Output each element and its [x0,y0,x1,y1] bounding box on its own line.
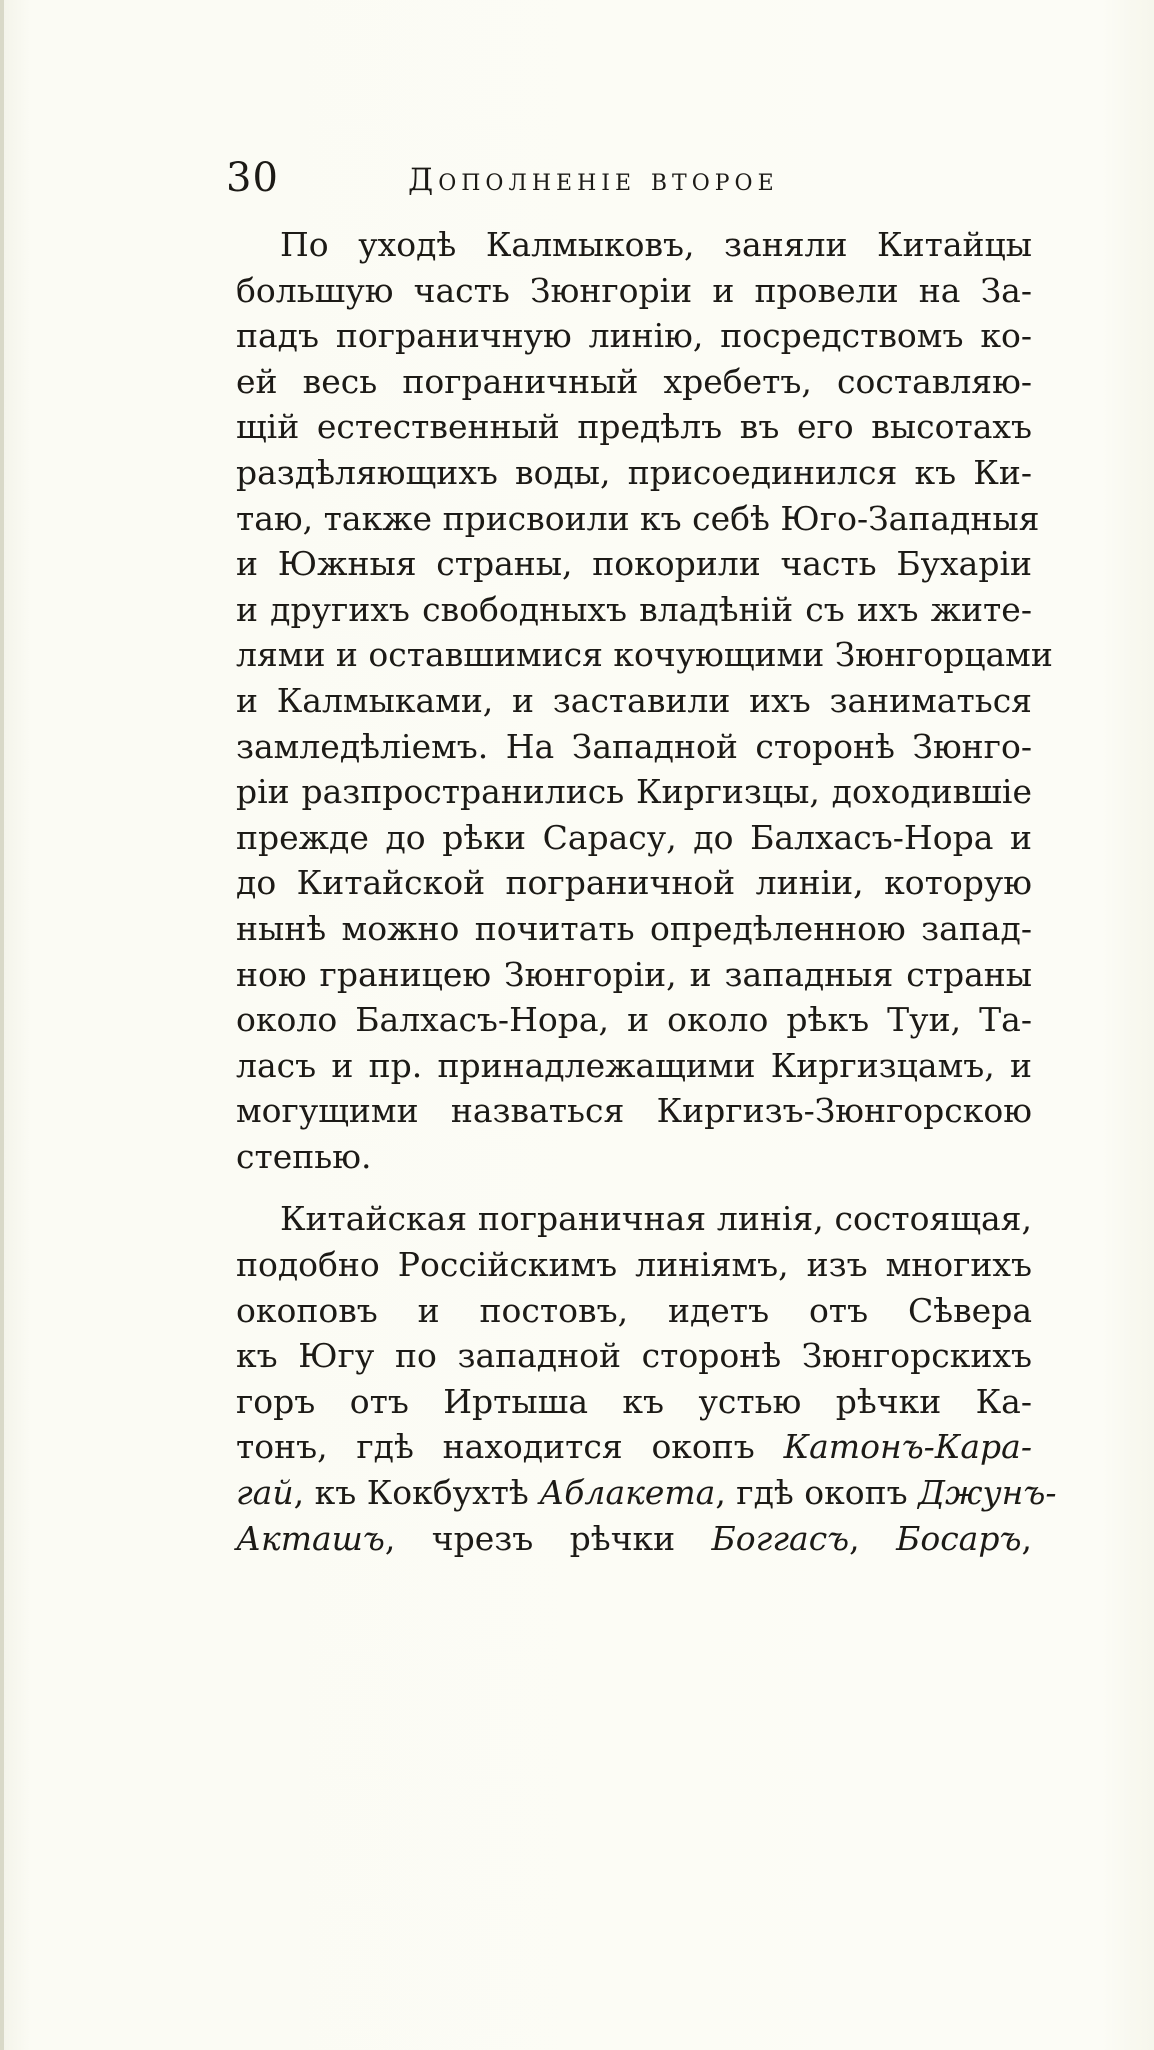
text-line [236,1470,1057,1516]
text-line: около Балхасъ-Нора, и около рѣкъ Туи, Та- [236,1000,1032,1040]
text-run: , къ Кокбухтѣ [293,1473,529,1513]
text-line: замледѣлiемъ. На Западной сторонѣ Зюнго- [236,726,1032,766]
page-edge [0,0,4,2050]
text-line: лями и оставшимися кочующими Зюнгорцами [236,635,1053,675]
page-header [226,148,846,208]
text-run: тонъ, гдѣ находится окопъ [236,1427,755,1467]
text-line: раздѣляющихъ воды, присоединился къ Ки- [236,452,1032,492]
place-name-italic: гай [236,1473,294,1513]
page-number: 30 [226,155,279,201]
text-line: большую часть Зюнгорiи и провели на За- [236,270,1032,310]
text-line: до Китайской пограничной линiи, которую [236,863,1032,903]
place-name-italic: Аблакета [539,1473,716,1513]
text-line: Китайская пограничная линiя, состоящая, [280,1199,1032,1239]
text-line: ною границею Зюнгорiи, и западныя страны [236,954,1032,994]
text-line: окоповъ и постовъ, идетъ отъ Сѣвера [236,1290,1032,1330]
text-line: могущими назваться Киргизъ-Зюнгорскою [236,1091,1032,1131]
paragraph-2 [236,1196,1057,1561]
text-line: горъ отъ Иртыша къ устью рѣчки Ка- [236,1381,1032,1421]
text-line: прежде до рѣки Сарасу, до Балхасъ-Нора и [236,817,1032,857]
text-run: , [1021,1518,1032,1558]
paragraph-1 [236,222,1053,1179]
text-line: степью. [236,1136,372,1176]
place-name-italic: Босаръ [896,1518,1022,1558]
text-line: и другихъ свободныхъ владѣнiй съ ихъ жите- [236,589,1032,629]
text-line: подобно Россiйскимъ линiямъ, изъ многихъ [236,1245,1032,1285]
place-name-italic: Джунъ- [918,1473,1057,1513]
place-name-italic: Катонъ-Кара- [783,1427,1032,1467]
text-line: и Южныя страны, покорили часть Бухарiи [236,544,1032,584]
text-line: къ Югу по западной сторонѣ Зюнгорскихъ [236,1336,1032,1376]
paragraph-gap [236,1179,1032,1196]
text-line: ей весь пограничный хребетъ, составляю- [236,361,1032,401]
running-title: Дополненiе второе [408,162,779,198]
text-run: , чрезъ рѣчки [384,1518,676,1558]
text-line [236,1516,1032,1562]
text-run: , [849,1518,860,1558]
text-line [236,1424,1032,1470]
text-line: падъ пограничную линiю, посредствомъ ко- [236,316,1032,356]
text-line: ласъ и пр. принадлежащими Киргизцамъ, и [236,1045,1032,1085]
text-line: таю, также присвоили къ себѣ Юго-Западныя [236,498,1040,538]
text-line: щiй естественный предѣлъ въ его высотахъ [236,407,1032,447]
place-name-italic: Акташъ [236,1518,385,1558]
text-line: По уходѣ Калмыковъ, заняли Китайцы [280,225,1032,264]
text-run: , гдѣ окопъ [715,1473,908,1513]
body-text [236,222,1057,1561]
text-line: и Калмыками, и заставили ихъ заниматься [236,680,1032,720]
place-name-italic: Боггасъ [711,1518,850,1558]
text-line: рiи разпространились Киргизцы, доходившiе [236,772,1032,812]
text-line: нынѣ можно почитать опредѣленною запад- [236,908,1032,948]
